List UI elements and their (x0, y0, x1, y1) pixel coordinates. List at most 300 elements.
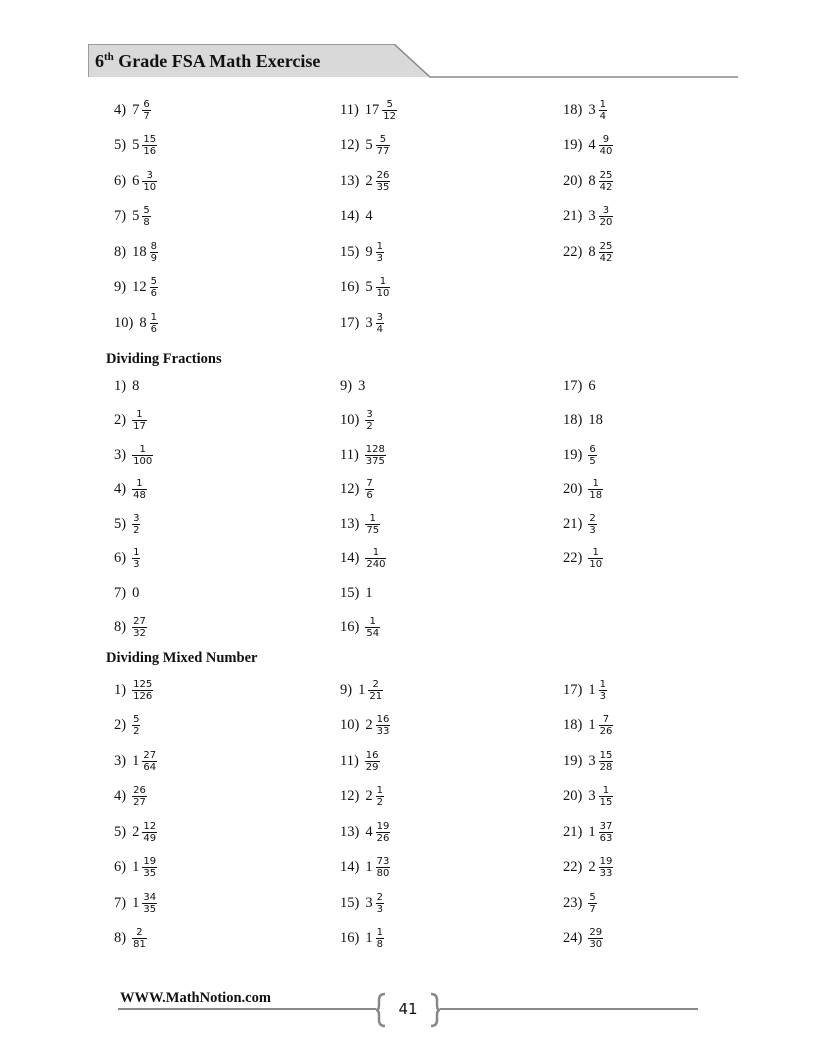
answer-item (340, 888, 384, 918)
answer-fraction (599, 134, 614, 157)
answer-number: 7) (114, 584, 127, 601)
fraction-numerator: 1 (139, 443, 146, 455)
answer-item (563, 509, 597, 539)
answer-item (114, 578, 142, 608)
answer-whole: 2 (365, 717, 373, 733)
answer-number: 23) (563, 894, 583, 911)
answer-item (340, 273, 390, 303)
answer-fraction (376, 276, 391, 299)
fraction-denominator: 7 (589, 903, 596, 915)
fraction-denominator: 63 (599, 832, 613, 844)
answer-whole: 3 (365, 894, 373, 911)
fraction-numerator: 1 (376, 240, 383, 252)
fraction-numerator: 1 (133, 547, 140, 558)
answer-fraction (150, 312, 158, 335)
answer-number: 24) (563, 930, 583, 946)
answer-item (563, 675, 607, 705)
fraction-numerator: 15 (599, 749, 613, 761)
fraction-denominator: 2 (376, 797, 383, 808)
fraction-numerator: 3 (366, 409, 373, 420)
answer-number: 12) (340, 788, 360, 804)
fraction-numerator: 3 (133, 512, 140, 524)
answer-whole: 6 (588, 377, 596, 394)
answer-whole: 3 (358, 377, 366, 394)
fraction-numerator: 1 (376, 927, 383, 938)
answer-fraction (588, 478, 603, 501)
fraction-denominator: 35 (143, 903, 157, 915)
fraction-numerator: 2 (372, 678, 379, 690)
answer-whole: 4 (365, 823, 373, 840)
answer-item (114, 853, 157, 883)
fraction-numerator: 5 (150, 276, 157, 287)
answer-number: 12) (340, 481, 360, 497)
answer-number: 5) (114, 515, 127, 532)
answer-item (563, 924, 603, 954)
fraction-denominator: 20 (599, 217, 613, 228)
answer-item (114, 371, 142, 401)
answer-number: 4) (114, 101, 127, 118)
answer-fraction (588, 927, 603, 950)
answer-whole: 5 (365, 137, 373, 153)
answer-number: 19) (563, 752, 583, 769)
answer-item (340, 237, 384, 267)
answer-item (340, 746, 380, 776)
answer-fraction (376, 241, 384, 264)
answer-whole: 8 (588, 243, 596, 260)
answer-item (340, 95, 397, 125)
fraction-denominator: 18 (589, 490, 603, 501)
answer-whole: 1 (358, 681, 366, 698)
answer-number: 1) (114, 681, 127, 698)
fraction-denominator: 375 (365, 455, 385, 467)
fraction-denominator: 26 (376, 832, 390, 844)
answer-item (114, 202, 151, 232)
fraction-numerator: 1 (150, 311, 157, 323)
fraction-denominator: 3 (376, 252, 383, 264)
answer-fraction (150, 241, 158, 264)
answer-number: 14) (340, 208, 360, 224)
answer-item (340, 131, 390, 161)
answer-fraction (599, 205, 614, 228)
fraction-numerator: 1 (592, 478, 599, 489)
fraction-numerator: 27 (133, 616, 146, 627)
answer-fraction (142, 134, 157, 157)
answer-number: 18) (563, 101, 583, 118)
answer-number: 7) (114, 208, 127, 224)
fraction-numerator: 1 (376, 785, 383, 796)
answer-number: 6) (114, 550, 127, 566)
answer-whole: 4 (365, 208, 373, 224)
fraction-numerator: 1 (379, 276, 387, 287)
answer-number: 3) (114, 752, 127, 769)
answer-whole: 17 (364, 101, 380, 118)
fraction-denominator: 10 (589, 559, 603, 570)
answer-number: 17) (563, 681, 583, 698)
answer-item (563, 853, 613, 883)
answer-fraction (588, 892, 596, 915)
fraction-numerator: 1 (136, 478, 143, 489)
answer-fraction (365, 616, 380, 639)
answer-fraction (588, 547, 603, 570)
answer-whole: 1 (365, 859, 373, 875)
fraction-denominator: 6 (150, 288, 157, 299)
answer-fraction (142, 892, 157, 915)
fraction-numerator: 19 (143, 856, 157, 867)
answer-number: 20) (563, 172, 583, 189)
answer-fraction (132, 513, 140, 536)
answer-fraction (376, 714, 391, 737)
fraction-denominator: 6 (150, 323, 157, 335)
fraction-numerator: 6 (143, 98, 150, 110)
answer-fraction (365, 547, 386, 570)
answer-item (114, 509, 140, 539)
answer-fraction (376, 134, 391, 157)
fraction-denominator: 33 (376, 726, 390, 737)
answer-number: 20) (563, 788, 583, 804)
answer-number: 16) (340, 619, 360, 635)
fraction-numerator: 128 (365, 443, 385, 455)
answer-number: 12) (340, 137, 360, 153)
answer-fraction (132, 927, 147, 950)
answer-number: 22) (563, 243, 583, 260)
answer-item (340, 578, 376, 608)
fraction-denominator: 100 (133, 455, 153, 467)
fraction-numerator: 1 (369, 616, 376, 627)
fraction-denominator: 48 (133, 490, 146, 501)
answer-fraction (599, 241, 614, 264)
fraction-numerator: 25 (599, 169, 613, 181)
answer-whole: 1 (365, 584, 373, 601)
answer-number: 8) (114, 243, 127, 260)
fraction-numerator: 12 (143, 820, 157, 832)
answer-fraction (382, 99, 397, 122)
answer-whole: 18 (588, 412, 603, 428)
answer-whole: 0 (132, 584, 140, 601)
answer-item (114, 131, 157, 161)
fraction-denominator: 2 (133, 524, 140, 536)
answer-whole: 5 (132, 208, 140, 224)
fraction-denominator: 33 (599, 868, 613, 879)
answer-number: 18) (563, 717, 583, 733)
fraction-numerator: 1 (599, 678, 606, 690)
fraction-numerator: 1 (369, 512, 376, 524)
fraction-numerator: 5 (589, 891, 596, 903)
answer-number: 11) (340, 752, 359, 769)
fraction-denominator: 240 (366, 559, 386, 570)
answer-number: 10) (114, 314, 134, 331)
answer-fraction (599, 679, 607, 702)
answer-number: 22) (563, 859, 583, 875)
answer-whole: 8 (588, 172, 596, 189)
answer-item (114, 166, 157, 196)
fraction-numerator: 5 (133, 714, 140, 725)
answer-item (114, 711, 140, 741)
answer-item (114, 544, 140, 574)
fraction-denominator: 5 (589, 455, 596, 467)
page-number: 41 (376, 992, 440, 1028)
answer-item (340, 613, 380, 643)
fraction-numerator: 5 (386, 98, 393, 110)
answer-item (563, 202, 613, 232)
answer-item (114, 924, 147, 954)
fraction-numerator: 3 (146, 169, 153, 181)
answer-whole: 12 (132, 279, 147, 295)
answer-whole: 5 (132, 137, 140, 153)
answer-fraction (150, 276, 158, 299)
answer-whole: 3 (588, 101, 596, 118)
answer-number: 11) (340, 101, 359, 118)
answer-fraction (365, 750, 380, 773)
fraction-denominator: 12 (383, 110, 397, 122)
fraction-numerator: 3 (376, 311, 383, 323)
answer-number: 4) (114, 788, 127, 804)
fraction-denominator: 77 (376, 146, 390, 157)
fraction-numerator: 1 (136, 409, 143, 420)
footer-website: WWW.MathNotion.com (120, 990, 271, 1006)
answer-whole: 18 (132, 243, 147, 260)
answer-whole: 2 (588, 859, 596, 875)
fraction-denominator: 17 (133, 421, 146, 432)
answer-whole: 8 (132, 377, 140, 394)
fraction-numerator: 1 (592, 547, 599, 558)
answer-number: 17) (563, 377, 583, 394)
fraction-denominator: 80 (376, 868, 390, 879)
answer-item (563, 440, 597, 470)
fraction-denominator: 126 (133, 690, 153, 702)
fraction-numerator: 2 (589, 512, 596, 524)
fraction-denominator: 2 (133, 726, 140, 737)
answer-item (114, 613, 147, 643)
fraction-numerator: 19 (599, 856, 613, 867)
answer-number: 13) (340, 515, 360, 532)
answer-whole: 1 (132, 859, 140, 875)
answer-item (340, 509, 380, 539)
answer-number: 17) (340, 314, 360, 331)
fraction-denominator: 3 (589, 524, 596, 536)
answer-item (563, 95, 607, 125)
answer-fraction (365, 444, 386, 467)
fraction-denominator: 6 (366, 490, 373, 501)
fraction-denominator: 9 (150, 252, 157, 264)
fraction-denominator: 49 (143, 832, 157, 844)
answer-fraction (132, 409, 147, 432)
fraction-denominator: 35 (143, 868, 157, 879)
fraction-denominator: 4 (599, 110, 606, 122)
answer-number: 5) (114, 137, 127, 153)
answer-fraction (376, 856, 391, 879)
answer-number: 2) (114, 412, 127, 428)
fraction-numerator: 125 (133, 678, 153, 690)
answer-number: 13) (340, 823, 360, 840)
answer-number: 10) (340, 717, 360, 733)
answer-whole: 1 (132, 894, 140, 911)
answer-fraction (365, 513, 380, 536)
answer-fraction (142, 750, 157, 773)
answer-item (114, 440, 153, 470)
answer-item (340, 782, 384, 812)
answer-number: 7) (114, 894, 127, 911)
fraction-denominator: 21 (369, 690, 383, 702)
fraction-denominator: 16 (143, 146, 157, 157)
answer-item (563, 782, 613, 812)
answer-number: 18) (563, 412, 583, 428)
answer-number: 6) (114, 859, 127, 875)
answer-number: 21) (563, 515, 583, 532)
fraction-numerator: 6 (589, 443, 596, 455)
fraction-denominator: 3 (376, 903, 383, 915)
answer-number: 8) (114, 930, 127, 946)
answer-item (114, 782, 147, 812)
answer-item (340, 308, 384, 338)
answer-number: 20) (563, 481, 583, 497)
answer-item (114, 475, 147, 505)
fraction-numerator: 1 (599, 98, 606, 110)
fraction-denominator: 40 (599, 146, 613, 157)
fraction-numerator: 1 (602, 785, 610, 796)
answer-whole: 3 (588, 788, 596, 804)
answer-item (563, 817, 613, 847)
answer-fraction (142, 99, 150, 122)
answer-number: 21) (563, 823, 583, 840)
answer-fraction (588, 444, 596, 467)
answer-fraction (376, 821, 391, 844)
answer-fraction (599, 99, 607, 122)
fraction-denominator: 75 (366, 524, 380, 536)
answer-item (563, 544, 603, 574)
answer-item (563, 746, 613, 776)
answer-whole: 3 (588, 752, 596, 769)
answer-number: 4) (114, 481, 127, 497)
answer-number: 19) (563, 446, 583, 463)
answer-fraction (376, 927, 384, 950)
fraction-denominator: 15 (599, 797, 613, 808)
answer-number: 9) (114, 279, 127, 295)
answer-item (563, 406, 606, 436)
fraction-numerator: 19 (376, 820, 390, 832)
answer-number: 3) (114, 446, 127, 463)
answer-fraction (142, 856, 157, 879)
answer-item (114, 817, 157, 847)
answer-number: 8) (114, 619, 127, 635)
answer-number: 21) (563, 208, 583, 224)
answer-item (563, 475, 603, 505)
answer-number: 10) (340, 412, 360, 428)
fraction-numerator: 16 (376, 714, 390, 725)
answer-number: 16) (340, 279, 360, 295)
answer-item (563, 371, 599, 401)
fraction-denominator: 10 (143, 181, 157, 193)
answer-item (114, 95, 151, 125)
answer-number: 14) (340, 859, 360, 875)
fraction-numerator: 7 (602, 714, 610, 725)
page-header (88, 44, 738, 78)
answer-item (340, 544, 386, 574)
answer-whole: 3 (365, 314, 373, 331)
answer-item (340, 166, 390, 196)
answer-fraction (376, 892, 384, 915)
answer-fraction (588, 513, 596, 536)
answer-item (114, 888, 157, 918)
answer-number: 6) (114, 172, 127, 189)
fraction-denominator: 35 (376, 181, 390, 193)
answer-item (114, 237, 158, 267)
fraction-numerator: 37 (599, 820, 613, 832)
answer-number: 11) (340, 446, 359, 463)
answer-item (114, 308, 158, 338)
answer-fraction (599, 785, 614, 808)
answer-whole: 4 (588, 137, 596, 153)
fraction-numerator: 1 (372, 547, 380, 558)
fraction-numerator: 9 (602, 134, 610, 145)
answer-item (340, 817, 390, 847)
fraction-denominator: 3 (599, 690, 606, 702)
answer-whole: 9 (365, 243, 373, 260)
fraction-denominator: 64 (143, 761, 157, 773)
fraction-numerator: 26 (133, 785, 146, 796)
fraction-denominator: 42 (599, 181, 613, 193)
fraction-numerator: 5 (143, 205, 150, 216)
fraction-numerator: 25 (599, 240, 613, 252)
section-title-dividing-mixed: Dividing Mixed Number (106, 650, 258, 666)
answer-item (340, 202, 376, 232)
fraction-numerator: 73 (376, 856, 390, 867)
answer-whole: 1 (365, 930, 373, 946)
answer-fraction (132, 785, 147, 808)
answer-whole: 2 (132, 823, 140, 840)
fraction-numerator: 8 (150, 240, 157, 252)
answer-fraction (132, 444, 153, 467)
answer-whole: 1 (588, 717, 596, 733)
answer-fraction (365, 478, 373, 501)
answer-number: 9) (340, 377, 353, 394)
fraction-denominator: 54 (366, 628, 380, 639)
answer-number: 15) (340, 584, 360, 601)
answer-fraction (142, 170, 157, 193)
answer-whole: 7 (132, 101, 140, 118)
answer-fraction (132, 478, 147, 501)
answer-fraction (132, 679, 153, 702)
page-title: 6th Grade FSA Math Exercise (95, 51, 321, 71)
answer-fraction (365, 409, 373, 432)
answer-whole: 1 (588, 823, 596, 840)
answer-fraction (376, 785, 384, 808)
answer-number: 5) (114, 823, 127, 840)
fraction-numerator: 2 (136, 927, 143, 938)
answer-fraction (376, 312, 384, 335)
answer-fraction (599, 856, 614, 879)
answer-item (340, 853, 390, 883)
answer-item (563, 711, 613, 741)
answer-number: 19) (563, 137, 583, 153)
fraction-numerator: 5 (379, 134, 387, 145)
answer-fraction (599, 170, 614, 193)
answer-whole: 8 (139, 314, 147, 331)
answer-item (340, 675, 383, 705)
answer-number: 16) (340, 930, 360, 946)
answer-fraction (376, 170, 391, 193)
answer-item (563, 237, 613, 267)
footer-rule-left (118, 1008, 376, 1010)
answer-whole: 1 (588, 681, 596, 698)
fraction-denominator: 10 (376, 288, 390, 299)
answer-fraction (132, 616, 147, 639)
fraction-denominator: 26 (599, 726, 613, 737)
answer-number: 14) (340, 550, 360, 566)
answer-fraction (599, 821, 614, 844)
answer-fraction (142, 205, 150, 228)
fraction-denominator: 29 (365, 761, 379, 773)
fraction-denominator: 28 (599, 761, 613, 773)
